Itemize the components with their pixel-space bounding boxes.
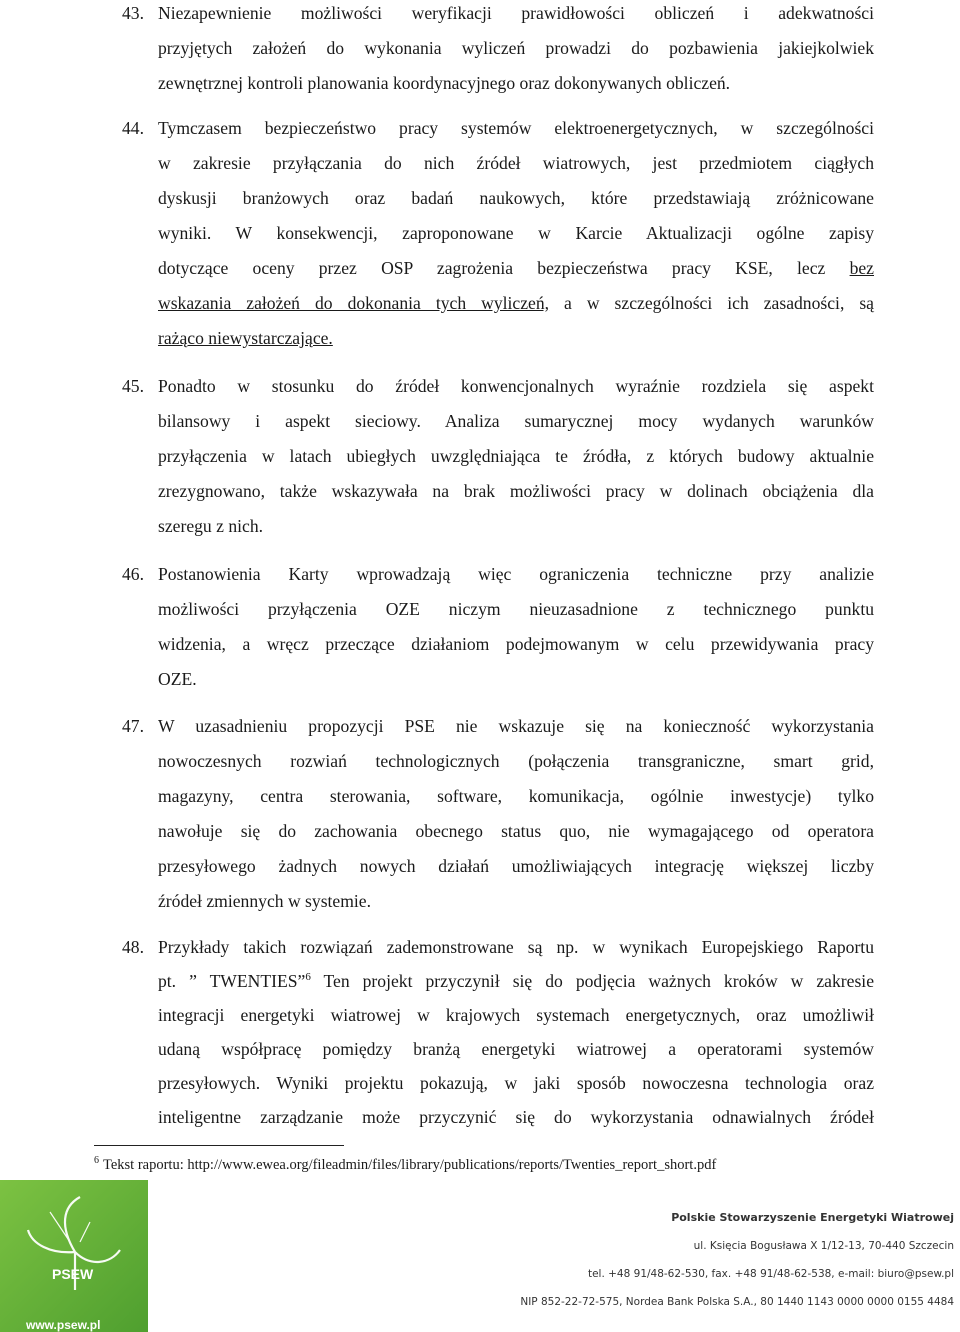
paragraph-46 bbox=[122, 564, 874, 704]
paragraph-line: W uzasadnieniu propozycji PSE nie wskazuje się na konieczność wykorzystania bbox=[158, 716, 874, 736]
paragraph-line: Przykłady takich rozwiązań zademonstrowane są np. w wynikach Europejskiego Raportu bbox=[158, 937, 874, 957]
paragraph-number: 47. bbox=[122, 716, 144, 736]
contact-info: tel. +48 91/48-62-530, fax. +48 91/48-62-538, e-mail: biuro@psew.pl bbox=[587, 1268, 954, 1280]
paragraph-line bbox=[158, 971, 874, 992]
paragraph-line: integracji energetyki wiatrowej w krajowych systemach energetycznych, oraz umożliwił bbox=[158, 1005, 874, 1025]
paragraph-line bbox=[158, 293, 874, 314]
paragraph-line: przyjętych założeń do wykonania wyliczeń prowadzi do pozbawienia jakiejkolwiek bbox=[158, 38, 874, 58]
paragraph-line: Postanowienia Karty wprowadzają więc ograniczenia techniczne przy analizie bbox=[158, 564, 874, 584]
paragraph-number: 46. bbox=[122, 564, 144, 584]
paragraph-line: nawołuje się do zachowania obecnego status quo, nie wymagającego od operatora bbox=[158, 821, 874, 841]
paragraph-line: udaną współpracę pomiędzy branżą energetyki wiatrowej a operatorami systemów bbox=[158, 1039, 874, 1059]
paragraph-line: przyłączenia w latach ubiegłych uwzględniająca te źródła, z których budowy aktualnie bbox=[158, 446, 874, 466]
paragraph-47 bbox=[122, 716, 874, 921]
website-link[interactable]: www.psew.pl bbox=[26, 1318, 101, 1332]
paragraph-line: widzenia, a wręcz przeczące działaniom podejmowanym w celu przewidywania pracy bbox=[158, 634, 874, 654]
line-text: dotyczące oceny przez OSP zagrożenia bezpieczeństwa pracy KSE, lecz bbox=[158, 258, 826, 278]
line-text: Ten projekt przyczynił się do podjęcia ważnych kroków w zakresie bbox=[310, 971, 875, 991]
address: ul. Księcia Bogusława X 1/12-13, 70-440 Szczecin bbox=[693, 1240, 954, 1252]
footnote-reference: 6 bbox=[305, 971, 311, 984]
organization-name: Polskie Stowarzyszenie Energetyki Wiatrowej bbox=[671, 1211, 954, 1224]
paragraph-line bbox=[158, 258, 874, 279]
logo-text: PSEW bbox=[52, 1266, 94, 1282]
paragraph-line: magazyny, centra sterowania, software, komunikacja, ogólnie inwestycje) tylko bbox=[158, 786, 874, 806]
footnote-text: Tekst raportu: http://www.ewea.org/fileadmin/files/library/publications/reports/Twenties_report_short.pdf bbox=[103, 1157, 717, 1173]
paragraph-45 bbox=[122, 376, 874, 546]
underlined-text: wskazania założeń do dokonania tych wyliczeń, bbox=[158, 293, 550, 313]
bank-info: NIP 852-22-72-575, Nordea Bank Polska S.A., 80 1440 1143 0000 0000 0155 4484 bbox=[520, 1296, 954, 1308]
paragraph-line: wyniki. W konsekwencji, zaproponowane w Karcie Aktualizacji ogólne zapisy bbox=[158, 223, 874, 243]
footer-contact-block bbox=[520, 1204, 954, 1316]
paragraph-48 bbox=[122, 937, 874, 1137]
paragraph-line: źródeł zmiennych w systemie. bbox=[158, 891, 372, 911]
paragraph-44 bbox=[122, 118, 874, 358]
paragraph-line: szeregu z nich. bbox=[158, 516, 264, 536]
paragraph-line: zewnętrznej kontroli planowania koordynacyjnego oraz dokonywanych obliczeń. bbox=[158, 73, 731, 93]
underlined-text: rażąco niewystarczające. bbox=[158, 328, 333, 348]
paragraph-number: 43. bbox=[122, 3, 144, 23]
paragraph-line: przesyłowego żadnych nowych działań umożliwiających integrację większej liczby bbox=[158, 856, 874, 876]
footnote-separator bbox=[94, 1145, 344, 1146]
paragraph-line: Ponadto w stosunku do źródeł konwencjonalnych wyraźnie rozdziela się aspekt bbox=[158, 376, 874, 396]
line-text: a w szczególności ich zasadności, są bbox=[564, 293, 874, 313]
paragraph-line: w zakresie przyłączania do nich źródeł wiatrowych, jest przedmiotem ciągłych bbox=[158, 153, 874, 173]
paragraph-line: przesyłowych. Wyniki projektu pokazują, w jaki sposób nowoczesna technologia oraz bbox=[158, 1073, 874, 1093]
line-text: pt. ” TWENTIES” bbox=[158, 971, 306, 991]
paragraph-line: bilansowy i aspekt sieciowy. Analiza sumarycznej mocy wydanych warunków bbox=[158, 411, 874, 431]
paragraph-line: Niezapewnienie możliwości weryfikacji prawidłowości obliczeń i adekwatności bbox=[158, 3, 874, 23]
paragraph-line: Tymczasem bezpieczeństwo pracy systemów elektroenergetycznych, w szczególności bbox=[158, 118, 874, 138]
psew-logo bbox=[0, 1180, 148, 1332]
paragraph-43 bbox=[122, 3, 874, 103]
paragraph-line: zrezygnowano, także wskazywała na brak możliwości pracy w dolinach obciążenia dla bbox=[158, 481, 874, 501]
footnote bbox=[94, 1157, 716, 1174]
paragraph-number: 44. bbox=[122, 118, 144, 138]
paragraph-line: inteligentne zarządzanie może przyczynić się do wykorzystania odnawialnych źródeł bbox=[158, 1107, 874, 1127]
paragraph-number: 48. bbox=[122, 937, 144, 957]
underlined-text: bez bbox=[849, 258, 874, 278]
paragraph-number: 45. bbox=[122, 376, 144, 396]
paragraph-line: OZE. bbox=[158, 669, 197, 689]
paragraph-line: dyskusji branżowych oraz badań naukowych, które przedstawiają zróżnicowane bbox=[158, 188, 874, 208]
footnote-number: 6 bbox=[94, 1155, 99, 1167]
paragraph-line: możliwości przyłączenia OZE niczym nieuzasadnione z technicznego punktu bbox=[158, 599, 874, 619]
paragraph-line: nowoczesnych rozwiań technologicznych (połączenia transgraniczne, smart grid, bbox=[158, 751, 874, 771]
